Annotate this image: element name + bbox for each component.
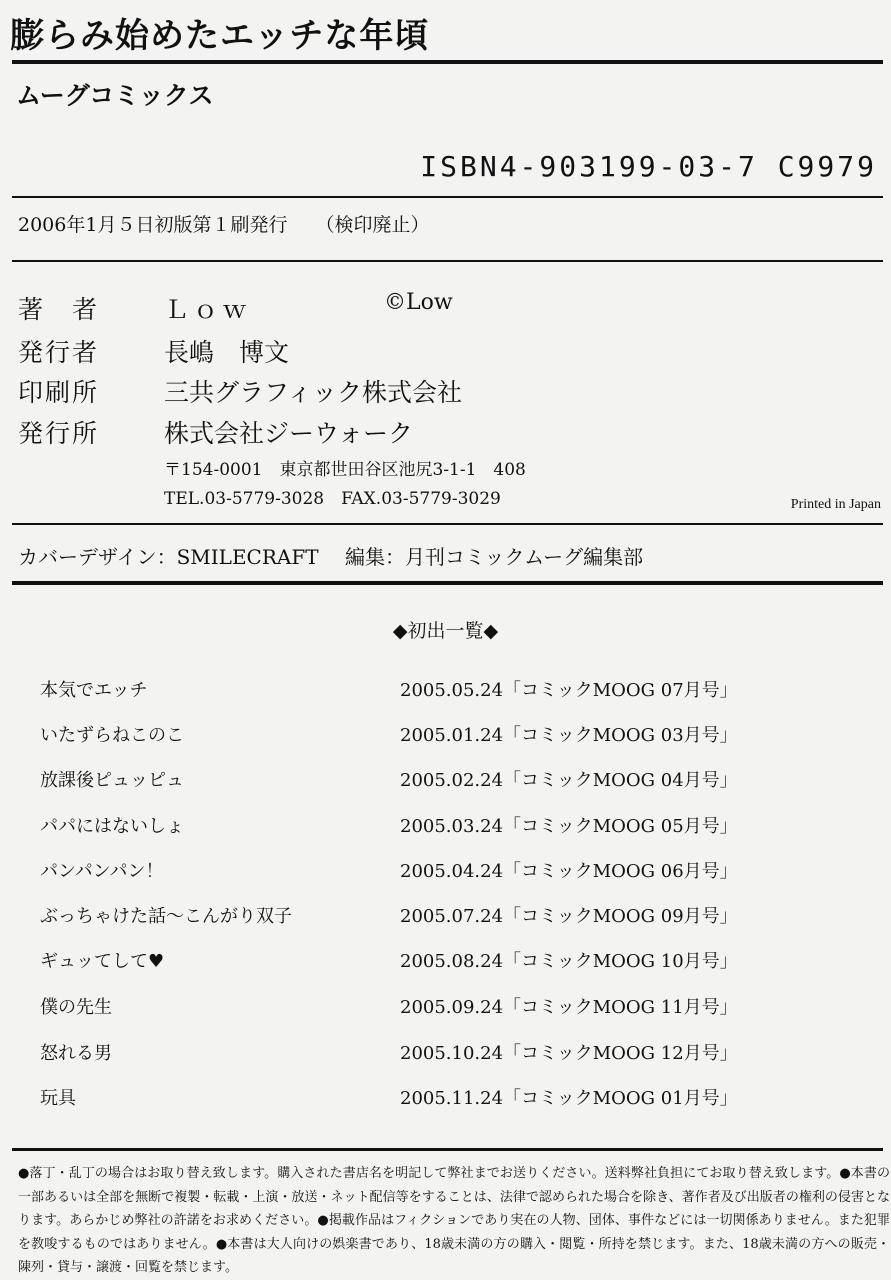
list-item — [40, 721, 800, 751]
printer-label: 印刷所 — [18, 378, 100, 407]
issue-date — [18, 210, 430, 237]
issue-rule — [12, 260, 883, 262]
story-source: 2005.01.24「コミックMOOG 03月号」 — [400, 725, 738, 746]
isbn-rule — [12, 196, 883, 198]
story-title: パパにはないしょ — [40, 816, 184, 837]
issue-note: （検印廃止） — [315, 214, 430, 236]
issue-date-text: 2006年1月５日初版第１刷発行 — [18, 214, 288, 236]
notice-rule — [12, 1148, 883, 1151]
story-title: 放課後ピュッピュ — [40, 770, 184, 791]
story-source: 2005.04.24「コミックMOOG 06月号」 — [400, 861, 738, 882]
printed-in: Printed in Japan — [790, 497, 881, 512]
list-item — [40, 902, 800, 932]
phone-fax: TEL.03-5779-3028 FAX.03-5779-3029 — [164, 489, 501, 509]
book-title: 膨らみ始めたエッチな年頃 — [10, 16, 430, 56]
isbn: ISBN4-903199-03-7 C9979 — [420, 150, 877, 183]
copyright: ©Low — [384, 290, 453, 315]
list-item — [40, 857, 800, 887]
story-title: 僕の先生 — [40, 997, 112, 1018]
credits: カバーデザイン：SMILECRAFT 編集：月刊コミックムーグ編集部 — [18, 545, 644, 569]
list-item — [40, 993, 800, 1023]
publisher-label: 発行所 — [18, 419, 100, 448]
colophon-rule — [12, 523, 883, 525]
credits-rule — [12, 581, 883, 585]
title-rule — [12, 60, 883, 64]
story-title: 怒れる男 — [40, 1043, 112, 1064]
first-appearance-heading: ◆初出一覧◆ — [392, 620, 499, 642]
printer: 三共グラフィック株式会社 — [164, 378, 463, 407]
publisher-person: 長嶋 博文 — [164, 338, 290, 367]
story-title: 本気でエッチ — [40, 680, 148, 701]
author-label: 著 者 — [18, 295, 100, 324]
list-item — [40, 947, 800, 977]
list-item — [40, 1039, 800, 1069]
story-title: 玩具 — [40, 1088, 76, 1109]
series-name: ムーグコミックス — [16, 81, 214, 110]
list-item — [40, 676, 800, 706]
publisher: 株式会社ジーウォーク — [164, 419, 414, 448]
list-item — [40, 766, 800, 796]
story-title: ギュッてして♥ — [40, 951, 165, 972]
publisher-person-label: 発行者 — [18, 338, 100, 367]
story-source: 2005.02.24「コミックMOOG 04月号」 — [400, 770, 738, 791]
list-item — [40, 812, 800, 842]
story-source: 2005.03.24「コミックMOOG 05月号」 — [400, 816, 738, 837]
story-source: 2005.10.24「コミックMOOG 12月号」 — [400, 1043, 738, 1064]
list-item — [40, 1084, 800, 1114]
address: 〒154-0001 東京都世田谷区池尻3-1-1 408 — [164, 460, 526, 480]
story-title: ぶっちゃけた話～こんがり双子 — [40, 906, 292, 927]
story-source: 2005.08.24「コミックMOOG 10月号」 — [400, 951, 738, 972]
legal-notice: ●落丁・乱丁の場合はお取り替え致します。購入された書店名を明記して弊社までお送りください。送料弊社負担にてお取り替え致します。●本書の一部あるいは全部を無断で複製・転載・上演・放送・ネット配信等をすることは、法律で認められた場合を除き、著作者及び出版者の権利の侵害となります。あらかじめ弊社の許諾をお求めください。●掲載作品はフィクションであり実在の人物、団体、事件などには一切関係ありません。また犯罪を教唆するものではありません。●本書は大人向けの娯楽書であり、18歳未満の方の購入・閲覧・所持を禁じます。また、18歳未満の方への販売・陳列・貸与・譲渡・回覧を禁じます。 — [18, 1166, 890, 1275]
story-title: パンパンパン！ — [40, 861, 164, 882]
story-source: 2005.07.24「コミックMOOG 09月号」 — [400, 906, 738, 927]
story-source: 2005.05.24「コミックMOOG 07月号」 — [400, 680, 738, 701]
story-source: 2005.11.24「コミックMOOG 01月号」 — [400, 1088, 738, 1109]
author: Ｌｏｗ — [164, 295, 252, 324]
story-source: 2005.09.24「コミックMOOG 11月号」 — [400, 997, 738, 1018]
story-title: いたずらねこのこ — [40, 725, 184, 746]
